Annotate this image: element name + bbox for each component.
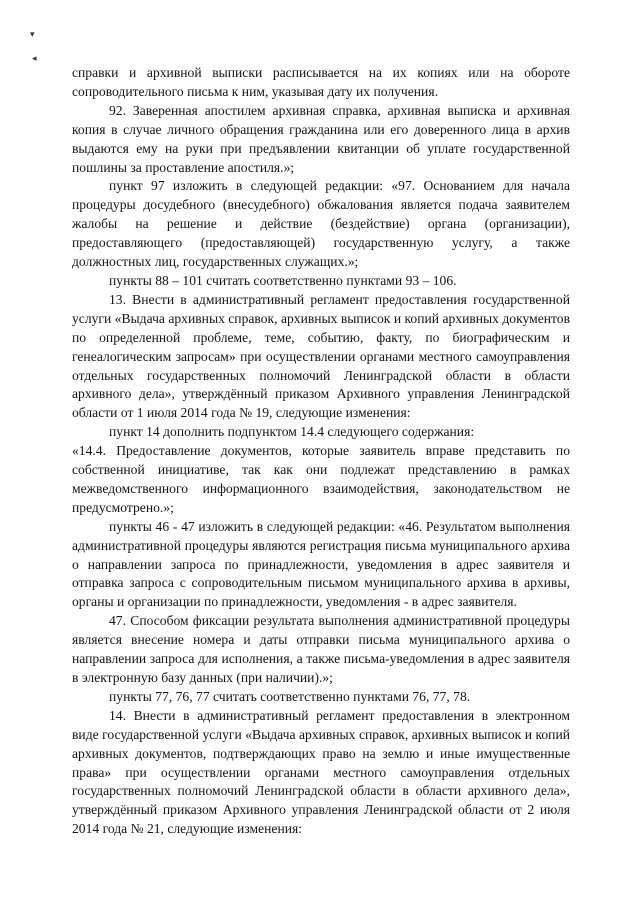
- paragraph: пункт 97 изложить в следующей редакции: «97. Основанием для начала процедуры досудебного (внесудебного) обжалования является подача заявителем жалобы на решение и действие (бездействие) органа (организации), предоставляющего (предоставляющей) государственную услугу, а также должностных лиц, государственных служащих.»;: [72, 178, 570, 270]
- paragraph: «14.4. Предоставление документов, которые заявитель вправе представить по собственной инициативе, так как они подлежат представлению в рамках межведомственного информационного взаимодействия, законодательством не предусмотрено.»;: [72, 443, 570, 515]
- paragraph: пункты 88 – 101 считать соответственно пунктами 93 – 106.: [109, 272, 457, 288]
- paragraph: 92. Заверенная апостилем архивная справка, архивная выписка и архивная копия в случае личного обращения гражданина или его доверенного лица в архив выдаются ему на руки при предъявлении квитанции об уплате государственной пошлины за проставление апостиля.»;: [72, 102, 570, 175]
- scan-artifact-mark: ▾: [30, 30, 35, 40]
- paragraph: 13. Внести в административный регламент предоставления государственной услуги «Выдача архивных справок, архивных выписок и копий архивных документов по определенной проблеме, теме, событию, факту, по биографическим и генеалогическим запросам» при осуществлении органами местного самоуправления отдельных государственных полномочий Ленинградской области в области архивного дела», утверждённый приказом Архивного управления Ленинградской области от 1 июля 2014 года № 19, следующие изменения:: [72, 291, 570, 421]
- document-page: [72, 64, 570, 839]
- paragraph: пункты 77, 76, 77 считать соответственно пунктами 76, 77, 78.: [109, 688, 471, 704]
- paragraph: справки и архивной выписки расписывается на их копиях или на обороте сопроводительного письма к ним, указывая дату их получения.: [72, 65, 570, 99]
- scan-artifact-mark: ◂: [32, 54, 37, 64]
- paragraph: пункты 46 - 47 изложить в следующей редакции: «46. Результатом выполнения административной процедуры являются регистрация письма муниципального архива о направлении запроса по принадлежности, уведомления в адрес заявителя и отправка запроса с сопроводительным письмом муниципального архива в архивы, органы и организации по принадлежности, уведомления - в адрес заявителя.: [72, 518, 570, 610]
- paragraph: 47. Способом фиксации результата выполнения административной процедуры является внесение номера и даты отправки письма муниципального архива о направлении запроса для исполнения, а также письма-уведомления в адрес заявителя в электронную базу данных (при наличии).»;: [72, 613, 570, 685]
- paragraph: пункт 14 дополнить подпунктом 14.4 следующего содержания:: [109, 424, 475, 440]
- paragraph: 14. Внести в административный регламент предоставления в электронном виде государственной услуги «Выдача архивных справок, архивных выписок и копий архивных документов, подтверждающих право на землю и иные имущественные права» при осуществлении органами местного самоуправления отдельных государственных полномочий Ленинградской области в области архивного дела», утверждённый приказом Архивного управления Ленинградской области от 2 июля 2014 года № 21, следующие изменения:: [72, 707, 570, 837]
